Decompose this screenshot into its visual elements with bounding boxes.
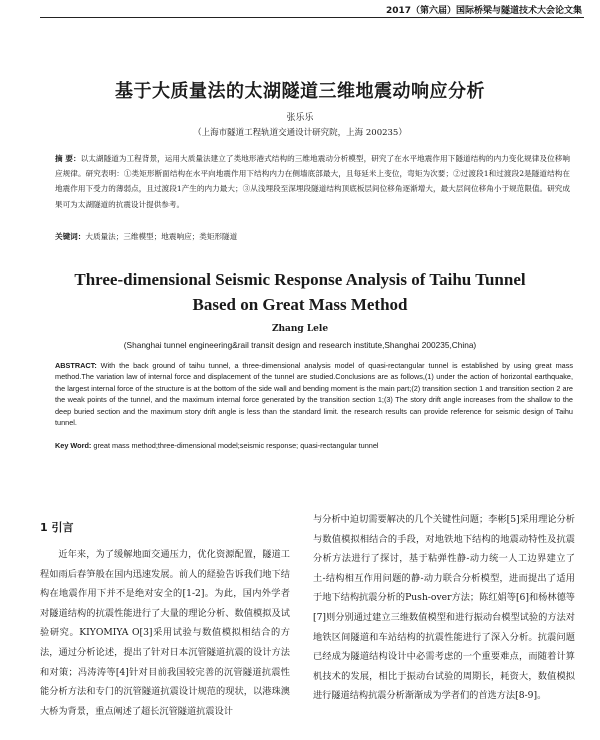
english-keywords: [55, 440, 573, 451]
chinese-keywords-label: 关键词：: [55, 232, 86, 241]
english-keywords-text: great mass method;three-dimensional model;seismic response; quasi-rectangular tunnel: [91, 441, 379, 450]
body-column-right: [313, 510, 575, 706]
english-title: [0, 267, 600, 317]
english-keywords-label: Key Word:: [55, 441, 92, 450]
english-abstract-label: ABSTRACT:: [55, 361, 97, 370]
chinese-abstract-text: 以太湖隧道为工程背景，运用大质量法建立了类地形港式结构的三维地震动分析模型，研究了在水平地震作用下隧道结构的内力变化规律及位移响应规律。研究表明：①类矩形断面结构在水平向地震作用下结构内力在侧墙底部最大，且每延米上变位，弯矩为次要；②过渡段1和过渡段2是隧道结构在地震作用下受力的薄弱点，且过渡段1产生的内力最大；③从浅埋段至深埋段隧道结构顶底板层间位移角逐渐增大，最大层间位移角小于规范限值。研究成果可为太湖隧道的抗震设计提供参考。: [55, 154, 570, 209]
chinese-abstract-label: 摘 要：: [55, 154, 81, 163]
section-heading-introduction: 1 引言: [40, 521, 74, 534]
english-abstract: [55, 360, 573, 428]
english-affiliation: (Shanghai tunnel engineering&rail transit design and research institute,Shanghai 200235,China): [123, 340, 477, 350]
chinese-title: 基于大质量法的太湖隧道三维地震动响应分析: [115, 81, 485, 102]
running-head: 2017（第六届）国际桥梁与隧道技术大会论文集: [385, 6, 582, 16]
english-author: Zhang Lele: [271, 324, 329, 334]
chinese-author: 张乐乐: [286, 113, 314, 123]
chinese-keywords-text: 大质量法；三维模型；地震响应；类矩形隧道: [85, 232, 238, 241]
intro-paragraph-right: 与分析中迫切需要解决的几个关键性问题；李彬[5]采用理论分析与数值模拟相结合的手段，对地铁地下结构的地震动特性及抗震分析方法进行了探讨，基于粘弹性静-动力统一人工边界建立了土-结构相互作用问题的静-动力联合分析模型，进而提出了适用于地下结构抗震分析的Push-over方法；陈红娟等[6]和杨林德等[7]则分别通过建立三维数值模型和进行振动台模型试验的方法对地铁区间隧道和车站结构的抗震性能进行了深入分析。抗震问题已经成为隧道结构设计中必需考虑的一个重要难点，而随着计算机技术的发展，相比于振动台试验的周期长，耗资大，数值模拟进行隧道结构抗震分析渐渐成为学者们的首选方法[8-9]。: [313, 514, 575, 702]
english-title-line-1: Three-dimensional Seismic Response Analysis of Taihu Tunnel: [74, 270, 526, 289]
body-column-left: [40, 545, 290, 721]
chinese-keywords: [55, 231, 570, 243]
intro-paragraph-left: 近年来，为了缓解地面交通压力，优化资源配置，隧道工程如雨后春笋般在国内迅速发展。前人的経验告诉我们地下结构在地震作用下并不是绝对安全的[1-2]。为此，国内外学者对隧道结构的抗震性能进行了大量的理论分析、数值模拟及试验研究。KIYOMIYA O[3]采用试验与数值模拟相结合的方法，通过分析论述，提出了针对日本沉管隧道抗震的设计方法和对策；冯涛涛等[4]针对目前我国较完善的沉管隧道抗震性能分析方法和专门的沉管隧道抗震设计规范的现状，以港珠澳大桥为背景，重点阐述了超长沉管隧道抗震设计: [40, 549, 290, 717]
english-title-line-2: Based on Great Mass Method: [192, 295, 408, 314]
chinese-affiliation: （上海市隧道工程轨道交通设计研究院，上海 200235）: [193, 128, 407, 138]
chinese-abstract: [55, 151, 570, 212]
header-rule: [40, 17, 584, 18]
english-abstract-text: With the back ground of taihu tunnel, a three-dimensional analysis model of quasi-rectangular tunnel is established by using great mass method.The variation law of internal force and displacement of the tunnel are studied.Conclusions are as follows,(1) under the action of horizontal earthquake, the largest internal force of the structure is at the bottom of the side wall and bending moment is the main part;(2) transition section 1 and transition section 2 are the weak points of the tunnel, and the maximum internal force generated by the transition section 1;(3) The story drift angle increases from the shallow to the deep buried section and the maximum story drift angle is less than the standard limit. the research results can provide reference for seismic design of Taihu tunnel.: [55, 361, 573, 428]
